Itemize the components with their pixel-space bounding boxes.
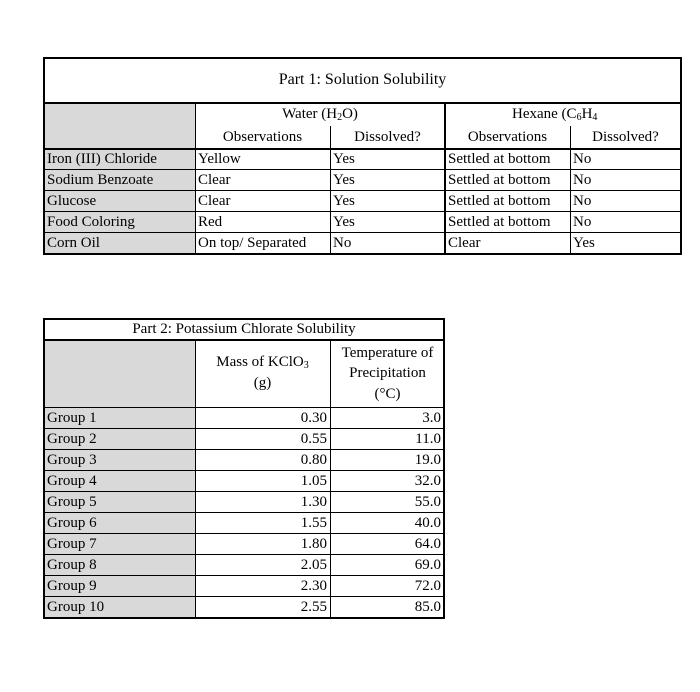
part2-rule — [43, 428, 445, 429]
part2-col-divider — [330, 339, 331, 618]
part2-border-left — [43, 318, 45, 619]
part2-rule — [43, 407, 445, 408]
group-cell: Group 1 — [47, 410, 97, 426]
part2-rule — [43, 575, 445, 576]
water-observation-cell: Red — [198, 214, 223, 230]
substance-cell: Iron (III) Chloride — [47, 151, 157, 167]
part1-col-divider — [330, 126, 331, 254]
temp-cell: 85.0 — [414, 599, 441, 615]
water-observation-cell: Yellow — [198, 151, 241, 167]
part2-border-bottom — [43, 617, 445, 619]
part2-title: Part 2: Potassium Chlorate Solubility — [132, 321, 356, 337]
group-cell: Group 7 — [47, 536, 97, 552]
mass-cell: 1.05 — [300, 473, 327, 489]
hexane-dissolved-cell: No — [573, 214, 592, 230]
hexane-observation-cell: Settled at bottom — [448, 214, 551, 230]
temp-header-line1: Temperature of — [341, 345, 434, 361]
water-dissolved-header: Dissolved? — [354, 129, 421, 145]
temp-cell: 11.0 — [415, 431, 441, 447]
water-observation-cell: On top/ Separated — [198, 235, 307, 251]
mass-cell: 0.55 — [300, 431, 327, 447]
hexane-observation-cell: Clear — [448, 235, 481, 251]
group-cell: Group 10 — [47, 599, 105, 615]
part2-rule — [43, 596, 445, 597]
part2-border-right — [443, 318, 445, 619]
hexane-dissolved-cell: No — [573, 151, 592, 167]
mass-cell: 1.30 — [300, 494, 327, 510]
part2-rule — [43, 470, 445, 471]
substance-cell: Corn Oil — [47, 235, 100, 251]
mass-cell: 2.30 — [300, 578, 327, 594]
water-dissolved-cell: Yes — [333, 151, 355, 167]
temp-cell: 55.0 — [414, 494, 441, 510]
water-observations-header: Observations — [222, 129, 303, 145]
substance-cell: Glucose — [47, 193, 97, 209]
group-cell: Group 4 — [47, 473, 97, 489]
part2-rule — [43, 339, 445, 341]
part1-rule — [43, 190, 682, 191]
substance-cell: Food Coloring — [47, 214, 135, 230]
part1-substance-header-fill — [44, 103, 195, 149]
part2-col-divider — [195, 339, 196, 618]
hexane-observation-cell: Settled at bottom — [448, 151, 551, 167]
temp-cell: 40.0 — [414, 515, 441, 531]
hexane-dissolved-cell: No — [573, 193, 592, 209]
hexane-observation-cell: Settled at bottom — [448, 172, 551, 188]
water-header: Water $(H_2O)$ — [282, 106, 358, 123]
part2-group-header-fill — [44, 340, 195, 408]
part1-rule — [43, 232, 682, 233]
part2-border-top — [43, 318, 445, 320]
part1-rule — [43, 148, 682, 150]
water-dissolved-cell: Yes — [333, 214, 355, 230]
part1-border-top — [43, 57, 682, 59]
group-cell: Group 3 — [47, 452, 97, 468]
part2-rule — [43, 449, 445, 450]
hexane-dissolved-cell: Yes — [573, 235, 595, 251]
substance-cell: Sodium Benzoate — [47, 172, 154, 188]
hexane-observation-cell: Settled at bottom — [448, 193, 551, 209]
part1-rule — [43, 211, 682, 212]
part2-rule — [43, 533, 445, 534]
part1-border-bottom — [43, 253, 682, 255]
temp-cell: 69.0 — [414, 557, 441, 573]
hexane-observations-header: Observations — [467, 129, 548, 145]
temp-cell: 32.0 — [414, 473, 441, 489]
hexane-dissolved-header: Dissolved? — [592, 129, 659, 145]
group-cell: Group 8 — [47, 557, 97, 573]
part2-rule — [43, 512, 445, 513]
part1-border-left — [43, 57, 45, 255]
temp-header-line3: (°C) — [374, 386, 401, 402]
group-cell: Group 6 — [47, 515, 97, 531]
mass-cell: 2.55 — [300, 599, 327, 615]
part1-col-divider — [570, 126, 571, 254]
hexane-dissolved-cell: No — [573, 172, 592, 188]
mass-cell: 0.30 — [300, 410, 327, 426]
part1-rule — [43, 169, 682, 170]
part1-rule — [43, 102, 682, 104]
water-dissolved-cell: Yes — [333, 193, 355, 209]
temp-cell: 64.0 — [414, 536, 441, 552]
part1-col-divider — [195, 102, 196, 254]
temp-header-line2: Precipitation — [349, 365, 426, 381]
water-observation-cell: Clear — [198, 193, 231, 209]
water-dissolved-cell: No — [333, 235, 352, 251]
part1-border-right — [680, 57, 682, 255]
mass-header: Mass of KClO$_3$ — [216, 354, 309, 371]
water-observation-cell: Clear — [198, 172, 231, 188]
part1-col-divider — [444, 102, 446, 254]
part2-rule — [43, 491, 445, 492]
group-cell: Group 5 — [47, 494, 97, 510]
temp-cell: 72.0 — [414, 578, 441, 594]
mass-cell: 1.55 — [300, 515, 327, 531]
part1-title: Part 1: Solution Solubility — [278, 71, 447, 88]
group-cell: Group 2 — [47, 431, 97, 447]
mass-cell: 2.05 — [300, 557, 327, 573]
part2-rule — [43, 554, 445, 555]
mass-cell: 0.80 — [300, 452, 327, 468]
hexane-header: Hexane ($C_6H_4$ — [512, 106, 598, 123]
temp-cell: 3.0 — [422, 410, 441, 426]
group-cell: Group 9 — [47, 578, 97, 594]
mass-cell: 1.80 — [300, 536, 327, 552]
mass-header-unit: (g) — [253, 375, 272, 391]
water-dissolved-cell: Yes — [333, 172, 355, 188]
temp-cell: 19.0 — [414, 452, 441, 468]
